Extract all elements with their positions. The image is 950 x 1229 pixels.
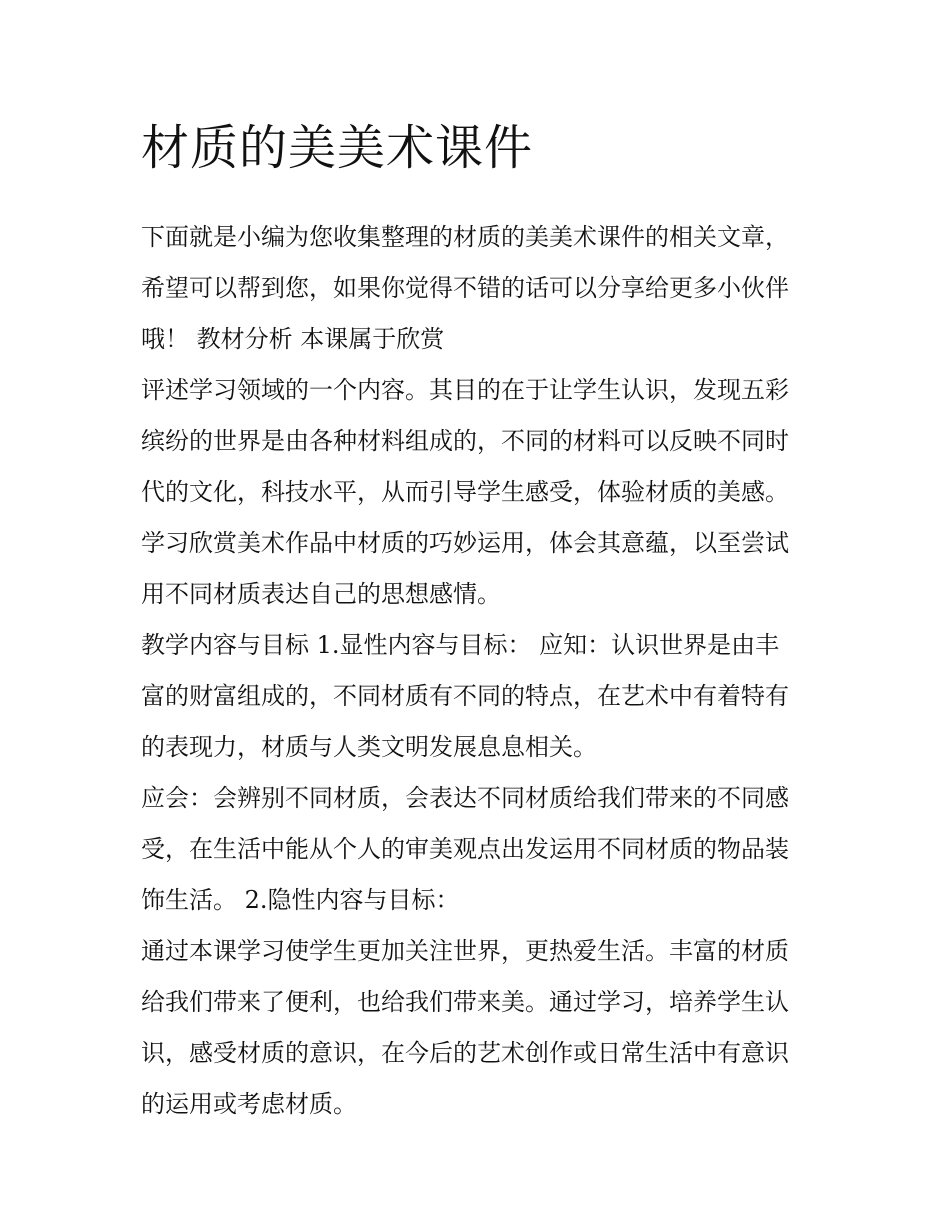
paragraph-line: 的运用或考虑材质。 (141, 1090, 357, 1118)
paragraph-skills (141, 773, 821, 926)
document-title: 材质的美美术课件 (141, 120, 534, 176)
paragraph-analysis (141, 365, 821, 620)
paragraph-implicit-goals (141, 926, 821, 1130)
paragraph-intro (141, 212, 821, 365)
paragraph-line: 受，在生活中能从个人的审美观点出发运用不同材质的物品装 (141, 835, 789, 863)
paragraph-objectives (141, 620, 821, 773)
paragraph-line: 通过本课学习使学生更加关注世界，更热爱生活。丰富的材质 (141, 937, 789, 965)
paragraph-line: 的表现力，材质与人类文明发展息息相关。 (141, 733, 597, 761)
paragraph-line: 给我们带来了便利，也给我们带来美。通过学习，培养学生认 (141, 988, 789, 1016)
document-page (141, 112, 821, 1130)
paragraph-line: 饰生活。 2.隐性内容与目标： (141, 886, 460, 914)
paragraph-line: 希望可以帮到您，如果你觉得不错的话可以分享给更多小伙伴 (141, 274, 789, 302)
paragraph-line: 学习欣赏美术作品中材质的巧妙运用，体会其意蕴，以至尝试 (141, 529, 789, 557)
paragraph-line: 识，感受材质的意识，在今后的艺术创作或日常生活中有意识 (141, 1039, 789, 1067)
paragraph-line: 用不同材质表达自己的思想感情。 (141, 580, 501, 608)
paragraph-line: 缤纷的世界是由各种材料组成的，不同的材料可以反映不同时 (141, 427, 789, 455)
paragraph-line: 富的财富组成的，不同材质有不同的特点，在艺术中有着特有 (141, 682, 789, 710)
paragraph-line: 哦！ 教材分析 本课属于欣赏 (141, 325, 445, 353)
paragraph-line: 代的文化，科技水平，从而引导学生感受，体验材质的美感。 (141, 478, 789, 506)
paragraph-line: 应会：会辨别不同材质，会表达不同材质给我们带来的不同感 (141, 784, 789, 812)
paragraph-line: 教学内容与目标 1.显性内容与目标： 应知：认识世界是由丰 (141, 631, 780, 659)
paragraph-line: 下面就是小编为您收集整理的材质的美美术课件的相关文章， (141, 223, 789, 251)
paragraph-line: 评述学习领域的一个内容。其目的在于让学生认识，发现五彩 (141, 376, 789, 404)
